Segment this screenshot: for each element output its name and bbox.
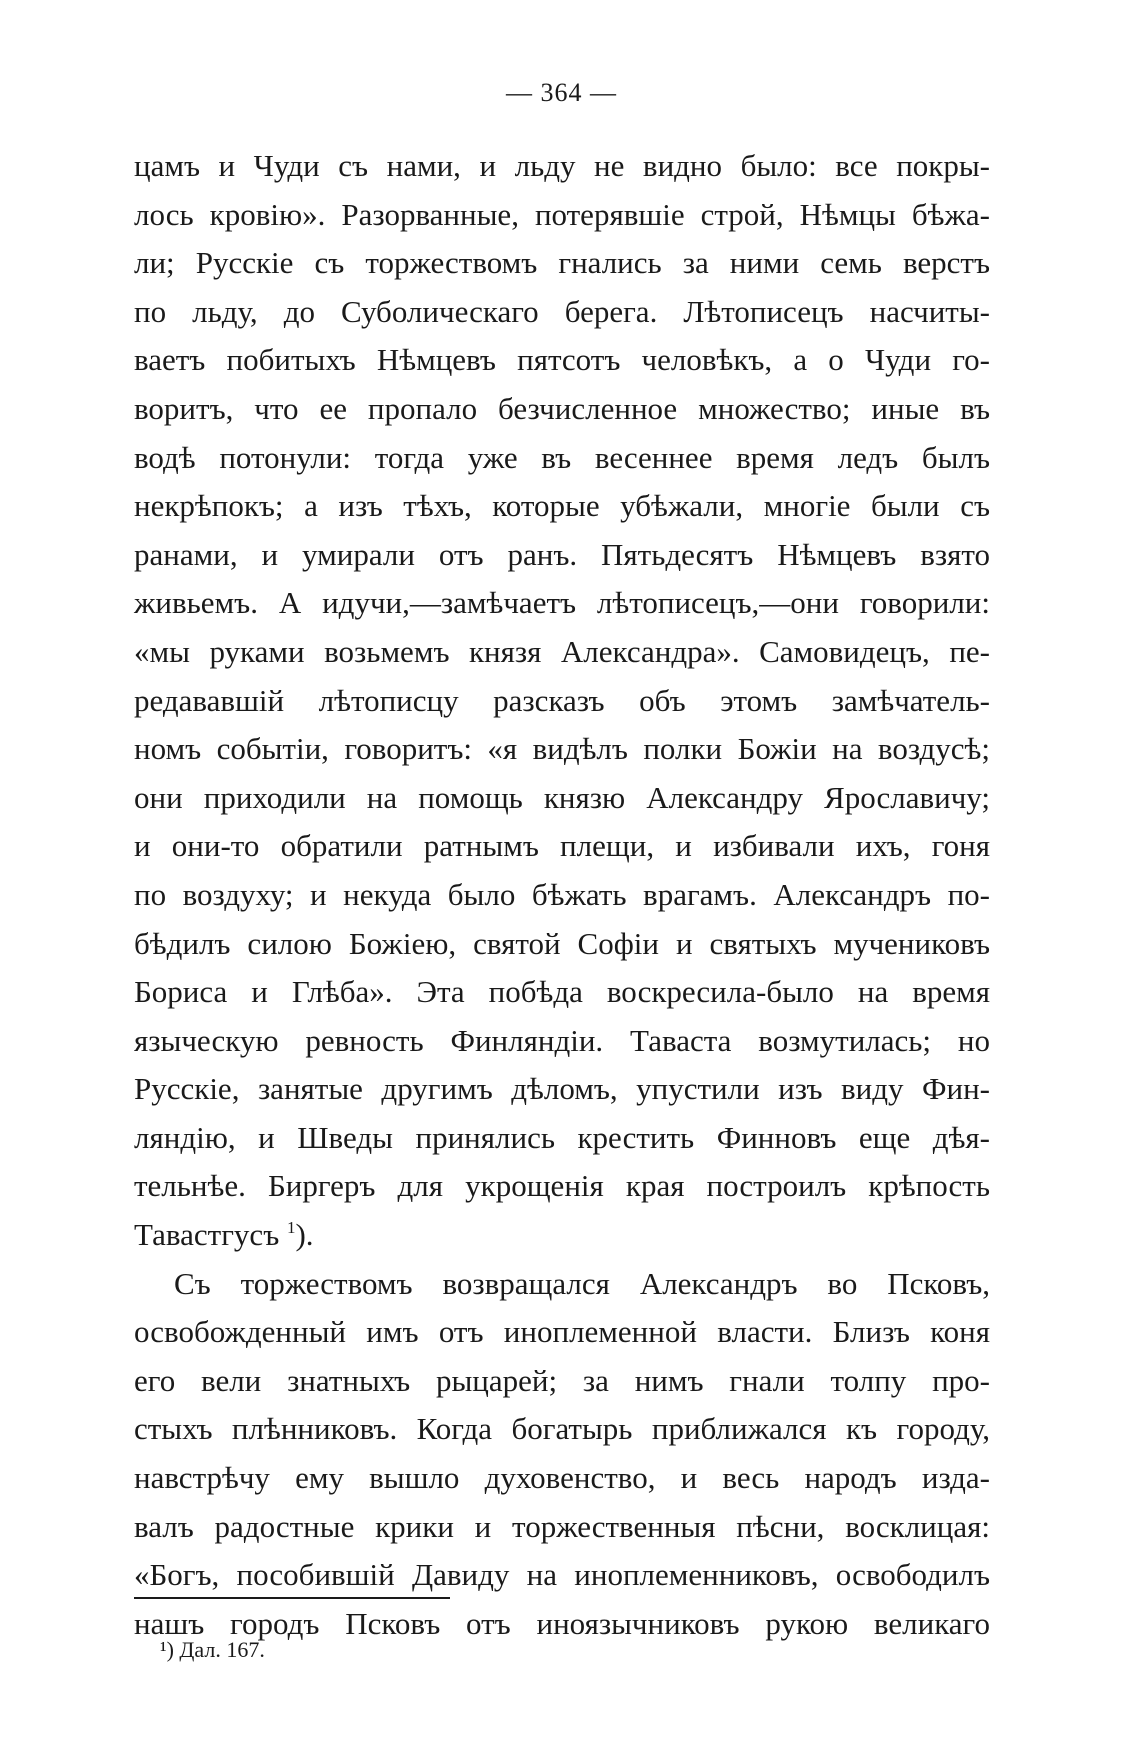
text-line: бѣдилъ силою Божіею, святой Софіи и святыхъ мучениковъ bbox=[134, 925, 990, 961]
body-text bbox=[134, 142, 990, 1648]
text-line: живьемъ. А идучи,—замѣчаетъ лѣтописецъ,—они говорили: bbox=[134, 585, 990, 621]
footnote-mark: ¹) bbox=[160, 1637, 174, 1662]
text-line: тельнѣе. Биргеръ для укрощенія края построилъ крѣпость bbox=[134, 1168, 990, 1204]
text-line: водѣ потонули: тогда уже въ весеннее время ледъ былъ bbox=[134, 439, 990, 475]
footnote-reference[interactable]: 1 bbox=[286, 1218, 296, 1238]
footnote-text: Дал. 167. bbox=[179, 1637, 265, 1662]
text-line: «Богъ, пособившій Давиду на иноплеменниковъ, освободилъ bbox=[134, 1557, 990, 1593]
text-line: Съ торжествомъ возвращался Александръ во Псковъ, bbox=[174, 1265, 990, 1301]
text-line-last bbox=[134, 1211, 990, 1260]
text-line: Бориса и Глѣба». Эта побѣда воскресила-было на время bbox=[134, 974, 990, 1010]
text-line: некрѣпокъ; а изъ тѣхъ, которые убѣжали, многіе были съ bbox=[134, 488, 990, 524]
footnote-divider bbox=[134, 1597, 450, 1599]
footnote bbox=[160, 1635, 265, 1665]
page-number: — 364 — bbox=[506, 78, 617, 107]
text-line: «мы руками возьмемъ князя Александра». Самовидецъ, пе- bbox=[134, 633, 990, 669]
text-fragment: Тавастгусъ bbox=[134, 1217, 280, 1253]
text-line: стыхъ плѣнниковъ. Когда богатырь приближался къ городу, bbox=[134, 1411, 990, 1447]
text-line: редававшій лѣтописцу разсказъ объ этомъ замѣчатель- bbox=[134, 682, 990, 718]
text-line: и они-то обратили ратнымъ плещи, и избивали ихъ, гоня bbox=[134, 828, 990, 864]
text-line: освобожденный имъ отъ иноплеменной власти. Близъ коня bbox=[134, 1314, 990, 1350]
text-line: ваетъ побитыхъ Нѣмцевъ пятсотъ человѣкъ, а о Чуди го- bbox=[134, 342, 990, 378]
text-line: по льду, до Суболическаго берега. Лѣтописецъ насчиты- bbox=[134, 293, 990, 329]
text-line: цамъ и Чуди съ нами, и льду не видно было: все покры- bbox=[134, 148, 990, 183]
paragraph-2 bbox=[134, 1260, 990, 1649]
text-line: языческую ревность Финляндіи. Таваста возмутилась; но bbox=[134, 1022, 990, 1058]
text-line: валъ радостные крики и торжественныя пѣсни, восклицая: bbox=[134, 1508, 990, 1544]
text-line: ли; Русскіе съ торжествомъ гнались за ними семь верстъ bbox=[134, 245, 990, 281]
text-line: навстрѣчу ему вышло духовенство, и весь народъ изда- bbox=[134, 1460, 990, 1496]
text-line: воритъ, что ее пропало безчисленное множество; иные въ bbox=[134, 390, 990, 426]
text-line: номъ событіи, говоритъ: «я видѣлъ полки Божіи на воздусѣ; bbox=[134, 731, 990, 767]
text-fragment: ). bbox=[295, 1217, 314, 1253]
text-line: его вели знатныхъ рыцарей; за нимъ гнали толпу про- bbox=[134, 1362, 990, 1398]
text-line: ляндію, и Шведы принялись крестить Финновъ еще дѣя- bbox=[134, 1119, 990, 1155]
text-line: ранами, и умирали отъ ранъ. Пятьдесятъ Нѣмцевъ взято bbox=[134, 536, 990, 572]
paragraph-1 bbox=[134, 142, 990, 1260]
text-line: нашъ городъ Псковъ отъ иноязычниковъ рукою великаго bbox=[134, 1605, 990, 1641]
text-line: они приходили на помощь князю Александру Ярославичу; bbox=[134, 779, 990, 815]
text-line: Русскіе, занятые другимъ дѣломъ, упустили изъ виду Фин- bbox=[134, 1071, 990, 1107]
text-line: по воздуху; и некуда было бѣжать врагамъ. Александръ по- bbox=[134, 876, 990, 912]
text-line: лось кровію». Разорванные, потерявшіе строй, Нѣмцы бѣжа- bbox=[134, 196, 990, 232]
